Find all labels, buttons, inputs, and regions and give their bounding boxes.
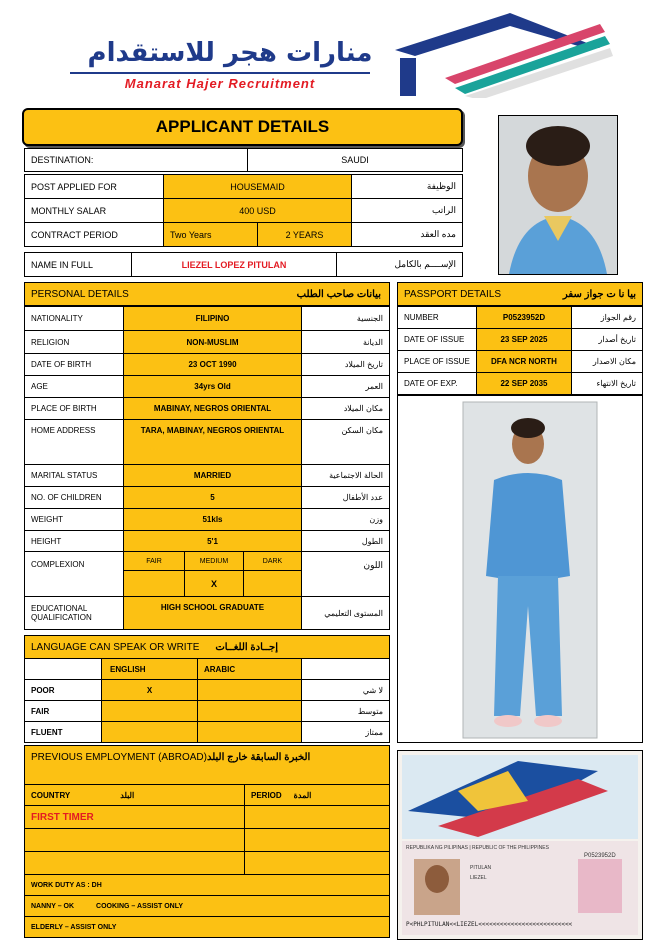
personal-row-value: FILIPINO — [123, 306, 302, 331]
personal-header-label: PERSONAL DETAILS — [31, 288, 129, 300]
country-label: COUNTRY — [31, 790, 71, 800]
passport-row-ar: مكان الاصدار — [571, 350, 643, 373]
personal-row-value: 51kls — [123, 508, 302, 531]
education-label — [24, 596, 124, 630]
complexion-dark: DARK — [243, 551, 302, 571]
page-title: APPLICANT DETAILS — [155, 117, 330, 136]
personal-row-ar: العمر — [301, 375, 390, 398]
personal-row-value: 5 — [123, 486, 302, 509]
language-header-ar: إجــادة اللغــات — [215, 641, 278, 653]
employment-blank-1b — [244, 828, 390, 852]
personal-row-label: DATE OF BIRTH — [24, 353, 124, 376]
personal-row-ar: الطول — [301, 530, 390, 552]
personal-row-value: TARA, MABINAY, NEGROS ORIENTAL — [123, 419, 302, 465]
language-col-arabic: ARABIC — [197, 658, 302, 680]
logo-house-icon — [395, 8, 625, 98]
personal-row-ar: تاريخ الميلاد — [301, 353, 390, 376]
language-header — [24, 635, 390, 659]
passport-header — [397, 282, 643, 306]
logo — [60, 20, 380, 95]
passport-scan-surname: PITULAN — [470, 865, 492, 871]
country-label-ar: البلد — [120, 790, 135, 800]
personal-row-value: NON-MUSLIM — [123, 330, 302, 354]
personal-row-value: 34yrs Old — [123, 375, 302, 398]
personal-row-ar: مكان السكن — [301, 419, 390, 465]
complexion-medium-mark: X — [184, 570, 244, 597]
contract-value-a: Two Years — [163, 222, 258, 247]
complexion-dark-mark — [243, 570, 302, 597]
language-row-english: X — [101, 679, 198, 701]
passport-scan-number: P0523952D — [584, 853, 616, 859]
period-col — [244, 784, 390, 806]
employment-entry-country: FIRST TIMER — [24, 805, 245, 829]
salary-label-ar: الراتب — [351, 198, 463, 223]
personal-row-value: 23 OCT 1990 — [123, 353, 302, 376]
language-row-label: FAIR — [24, 700, 102, 722]
personal-row-value: MABINAY, NEGROS ORIENTAL — [123, 397, 302, 420]
passport-row-label: DATE OF ISSUE — [397, 328, 477, 351]
personal-row-ar: مكان الميلاد — [301, 397, 390, 420]
education-label-ar: المستوى التعليمي — [301, 596, 390, 630]
personal-row-label: RELIGION — [24, 330, 124, 354]
language-row-arabic — [197, 721, 302, 743]
language-row-arabic — [197, 679, 302, 701]
personal-row-value: MARRIED — [123, 464, 302, 487]
passport-row-ar: رقم الجواز — [571, 306, 643, 329]
personal-row-label: WEIGHT — [24, 508, 124, 531]
language-row-ar: لا شي — [301, 679, 390, 701]
language-header-label: LANGUAGE CAN SPEAK OR WRITE — [31, 641, 200, 653]
language-row-label: POOR — [24, 679, 102, 701]
passport-row-value: P0523952D — [476, 306, 572, 329]
passport-row-label: PLACE OF ISSUE — [397, 350, 477, 373]
person-portrait-icon — [499, 116, 617, 274]
personal-row-value: 5'1 — [123, 530, 302, 552]
post-value: HOUSEMAID — [163, 174, 352, 199]
personal-header — [24, 282, 390, 306]
language-row-english — [101, 721, 198, 743]
salary-label: MONTHLY SALAR — [24, 198, 164, 223]
personal-row-ar: وزن — [301, 508, 390, 531]
passport-header-label: PASSPORT DETAILS — [404, 288, 502, 300]
personal-header-ar: بيانات صاحب الطلب — [296, 288, 381, 300]
applicant-full-body-photo — [397, 395, 643, 743]
work-duty-title: WORK DUTY AS : DH — [24, 874, 390, 896]
education-value: HIGH SCHOOL GRADUATE — [123, 596, 302, 630]
education-label-line1: EDUCATIONAL — [31, 604, 88, 613]
passport-row-value: 22 SEP 2035 — [476, 372, 572, 395]
logo-arabic-name: منارات هجر للاستقدام — [87, 38, 373, 68]
duty-nanny: NANNY – OK — [31, 902, 75, 910]
personal-row-label: NATIONALITY — [24, 306, 124, 331]
language-col-english — [101, 658, 198, 680]
work-duty-line2: ELDERLY – ASSIST ONLY — [24, 916, 390, 938]
personal-row-label: AGE — [24, 375, 124, 398]
personal-row-ar: الديانة — [301, 330, 390, 354]
passport-row-label: NUMBER — [397, 306, 477, 329]
employment-header — [24, 745, 390, 785]
personal-row-label: NO. OF CHILDREN — [24, 486, 124, 509]
person-full-body-icon — [398, 396, 642, 742]
post-label: POST APPLIED FOR — [24, 174, 164, 199]
education-label-line2: QUALIFICATION — [31, 613, 92, 622]
language-row-label: FLUENT — [24, 721, 102, 743]
complexion-fair-mark — [123, 570, 185, 597]
page-title-banner — [22, 108, 463, 146]
personal-row-ar: الجنسية — [301, 306, 390, 331]
contract-value-b: 2 YEARS — [257, 222, 352, 247]
passport-scan-image — [397, 750, 643, 940]
complexion-label-ar: اللون — [301, 551, 390, 597]
complexion-label: COMPLEXION — [24, 551, 124, 597]
language-row-arabic — [197, 700, 302, 722]
employment-blank-2 — [24, 851, 245, 875]
employment-entry-period — [244, 805, 390, 829]
destination-label: DESTINATION: — [24, 148, 248, 172]
duty-cooking: COOKING – ASSIST ONLY — [96, 902, 184, 910]
contract-label: CONTRACT PERIOD — [24, 222, 164, 247]
language-row-english — [101, 700, 198, 722]
passport-scan-given: LIEZEL — [470, 875, 487, 881]
name-label: NAME IN FULL — [24, 252, 132, 277]
period-label: PERIOD — [251, 790, 282, 800]
destination-value: SAUDI — [247, 148, 463, 172]
language-row-ar: ممتاز — [301, 721, 390, 743]
personal-row-label: HOME ADDRESS — [24, 419, 124, 465]
passport-row-ar: تاريخ الانتهاء — [571, 372, 643, 395]
work-duty-line1 — [24, 895, 390, 917]
country-col — [24, 784, 245, 806]
period-label-ar: المدة — [293, 790, 312, 800]
personal-row-label: HEIGHT — [24, 530, 124, 552]
contract-label-ar: مده العقد — [351, 222, 463, 247]
passport-row-value: 23 SEP 2025 — [476, 328, 572, 351]
applicant-portrait-photo — [498, 115, 618, 275]
complexion-fair: FAIR — [123, 551, 185, 571]
passport-scan-header: REPUBLIKA NG PILIPINAS | REPUBLIC OF THE PHILIPPINES — [406, 845, 549, 851]
personal-row-ar: الحالة الاجتماعية — [301, 464, 390, 487]
language-col-english-label: ENGLISH — [110, 664, 146, 674]
personal-row-ar: عدد الأطفال — [301, 486, 390, 509]
logo-english-name: Manarat Hajer Recruitment — [124, 76, 316, 91]
passport-header-ar: بيا نا ت جواز سفر — [562, 288, 636, 300]
salary-value: 400 USD — [163, 198, 352, 223]
name-label-ar: الإســــم بالكامل — [336, 252, 463, 277]
passport-row-label: DATE OF EXP. — [397, 372, 477, 395]
passport-row-value: DFA NCR NORTH — [476, 350, 572, 373]
language-row-ar: متوسط — [301, 700, 390, 722]
language-col-blank — [301, 658, 390, 680]
personal-row-label: PLACE OF BIRTH — [24, 397, 124, 420]
employment-header-label: PREVIOUS EMPLOYMENT (ABROAD) — [31, 752, 207, 763]
passport-row-ar: تاريخ أصدار — [571, 328, 643, 351]
post-label-ar: الوظيفة — [351, 174, 463, 199]
employment-blank-2b — [244, 851, 390, 875]
passport-scan-mrz: P<PHLPITULAN<<LIEZEL<<<<<<<<<<<<<<<<<<<<<<<<<< — [406, 921, 573, 928]
employment-blank-1 — [24, 828, 245, 852]
personal-row-label: MARITAL STATUS — [24, 464, 124, 487]
name-value: LIEZEL LOPEZ PITULAN — [131, 252, 337, 277]
language-corner — [24, 658, 102, 680]
complexion-medium: MEDIUM — [184, 551, 244, 571]
employment-header-ar: الخبرة السابقة خارج البلد — [206, 752, 311, 763]
